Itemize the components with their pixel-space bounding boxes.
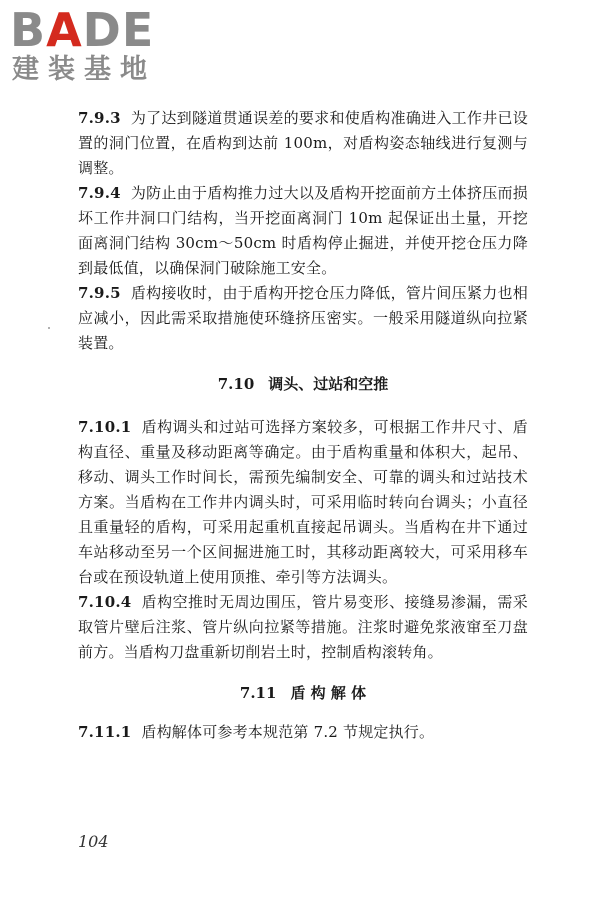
bade-logo xyxy=(10,3,180,86)
logo-subtitle: 建装基地 xyxy=(12,54,156,85)
clause-7-9-4 xyxy=(78,181,528,281)
page-number: 104 xyxy=(78,832,109,851)
section-number: 7.10 xyxy=(217,375,255,393)
clause-7-11-1 xyxy=(78,720,528,745)
document-body xyxy=(78,106,528,745)
section-heading-7-10 xyxy=(78,372,528,397)
section-title: 调头、过站和空推 xyxy=(268,375,389,393)
clause-number: 7.9.4 xyxy=(78,184,121,202)
clause-number: 7.10.4 xyxy=(78,593,132,611)
logo-wordmark: BADE xyxy=(10,3,155,57)
clause-number: 7.10.1 xyxy=(78,418,132,436)
clause-text: 盾构调头和过站可选择方案较多，可根据工作井尺寸、盾构直径、重量及移动距离等确定。由于盾构重量和体积大，起吊、移动、调头工作时间长，需预先编制安全、可靠的调头和过站技术方案。当盾构在工作井内调头时，可采用临时转向台调头；小直径且重量轻的盾构，可采用起重机直接起吊调头。当盾构在井下通过车站移动至另一个区间掘进施工时，其移动距离较大，可采用移车台或在预设轨道上使用顶推、牵引等方法调头。 xyxy=(78,418,528,586)
clause-7-10-4 xyxy=(78,590,528,665)
clause-7-10-1 xyxy=(78,415,528,590)
clause-number: 7.9.5 xyxy=(78,284,121,302)
section-heading-7-11 xyxy=(78,681,528,706)
clause-text: 为防止由于盾构推力过大以及盾构开挖面前方土体挤压而损坏工作井洞口门结构，当开挖面离洞门 10m 起保证出土量，开挖面离洞门结构 30cm～50cm 时盾构停止掘进，并使开挖仓压力降到最低值，以确保洞门破除施工安全。 xyxy=(78,184,528,277)
clause-number: 7.9.3 xyxy=(78,109,121,127)
clause-text: 盾构空推时无周边围压，管片易变形、接缝易渗漏，需采取管片壁后注浆、管片纵向拉紧等措施。注浆时避免浆液窜至刀盘前方。当盾构刀盘重新切削岩土时，控制盾构滚转角。 xyxy=(78,593,528,661)
clause-text: 为了达到隧道贯通误差的要求和使盾构准确进入工作井已设置的洞门位置，在盾构到达前 100m，对盾构姿态轴线进行复测与调整。 xyxy=(78,109,528,177)
clause-text: 盾构接收时，由于盾构开挖仓压力降低，管片间压紧力也相应减小，因此需采取措施使环缝挤压密实。一般采用隧道纵向拉紧装置。 xyxy=(78,284,528,352)
clause-number: 7.11.1 xyxy=(78,723,132,741)
logo-accent-letter: A xyxy=(46,3,83,57)
clause-7-9-5 xyxy=(78,281,528,356)
section-number: 7.11 xyxy=(239,684,277,702)
section-title: 盾 构 解 体 xyxy=(290,684,367,702)
clause-text: 盾构解体可参考本规范第 7.2 节规定执行。 xyxy=(141,723,435,741)
clause-7-9-3 xyxy=(78,106,528,181)
scan-speck xyxy=(48,327,50,329)
